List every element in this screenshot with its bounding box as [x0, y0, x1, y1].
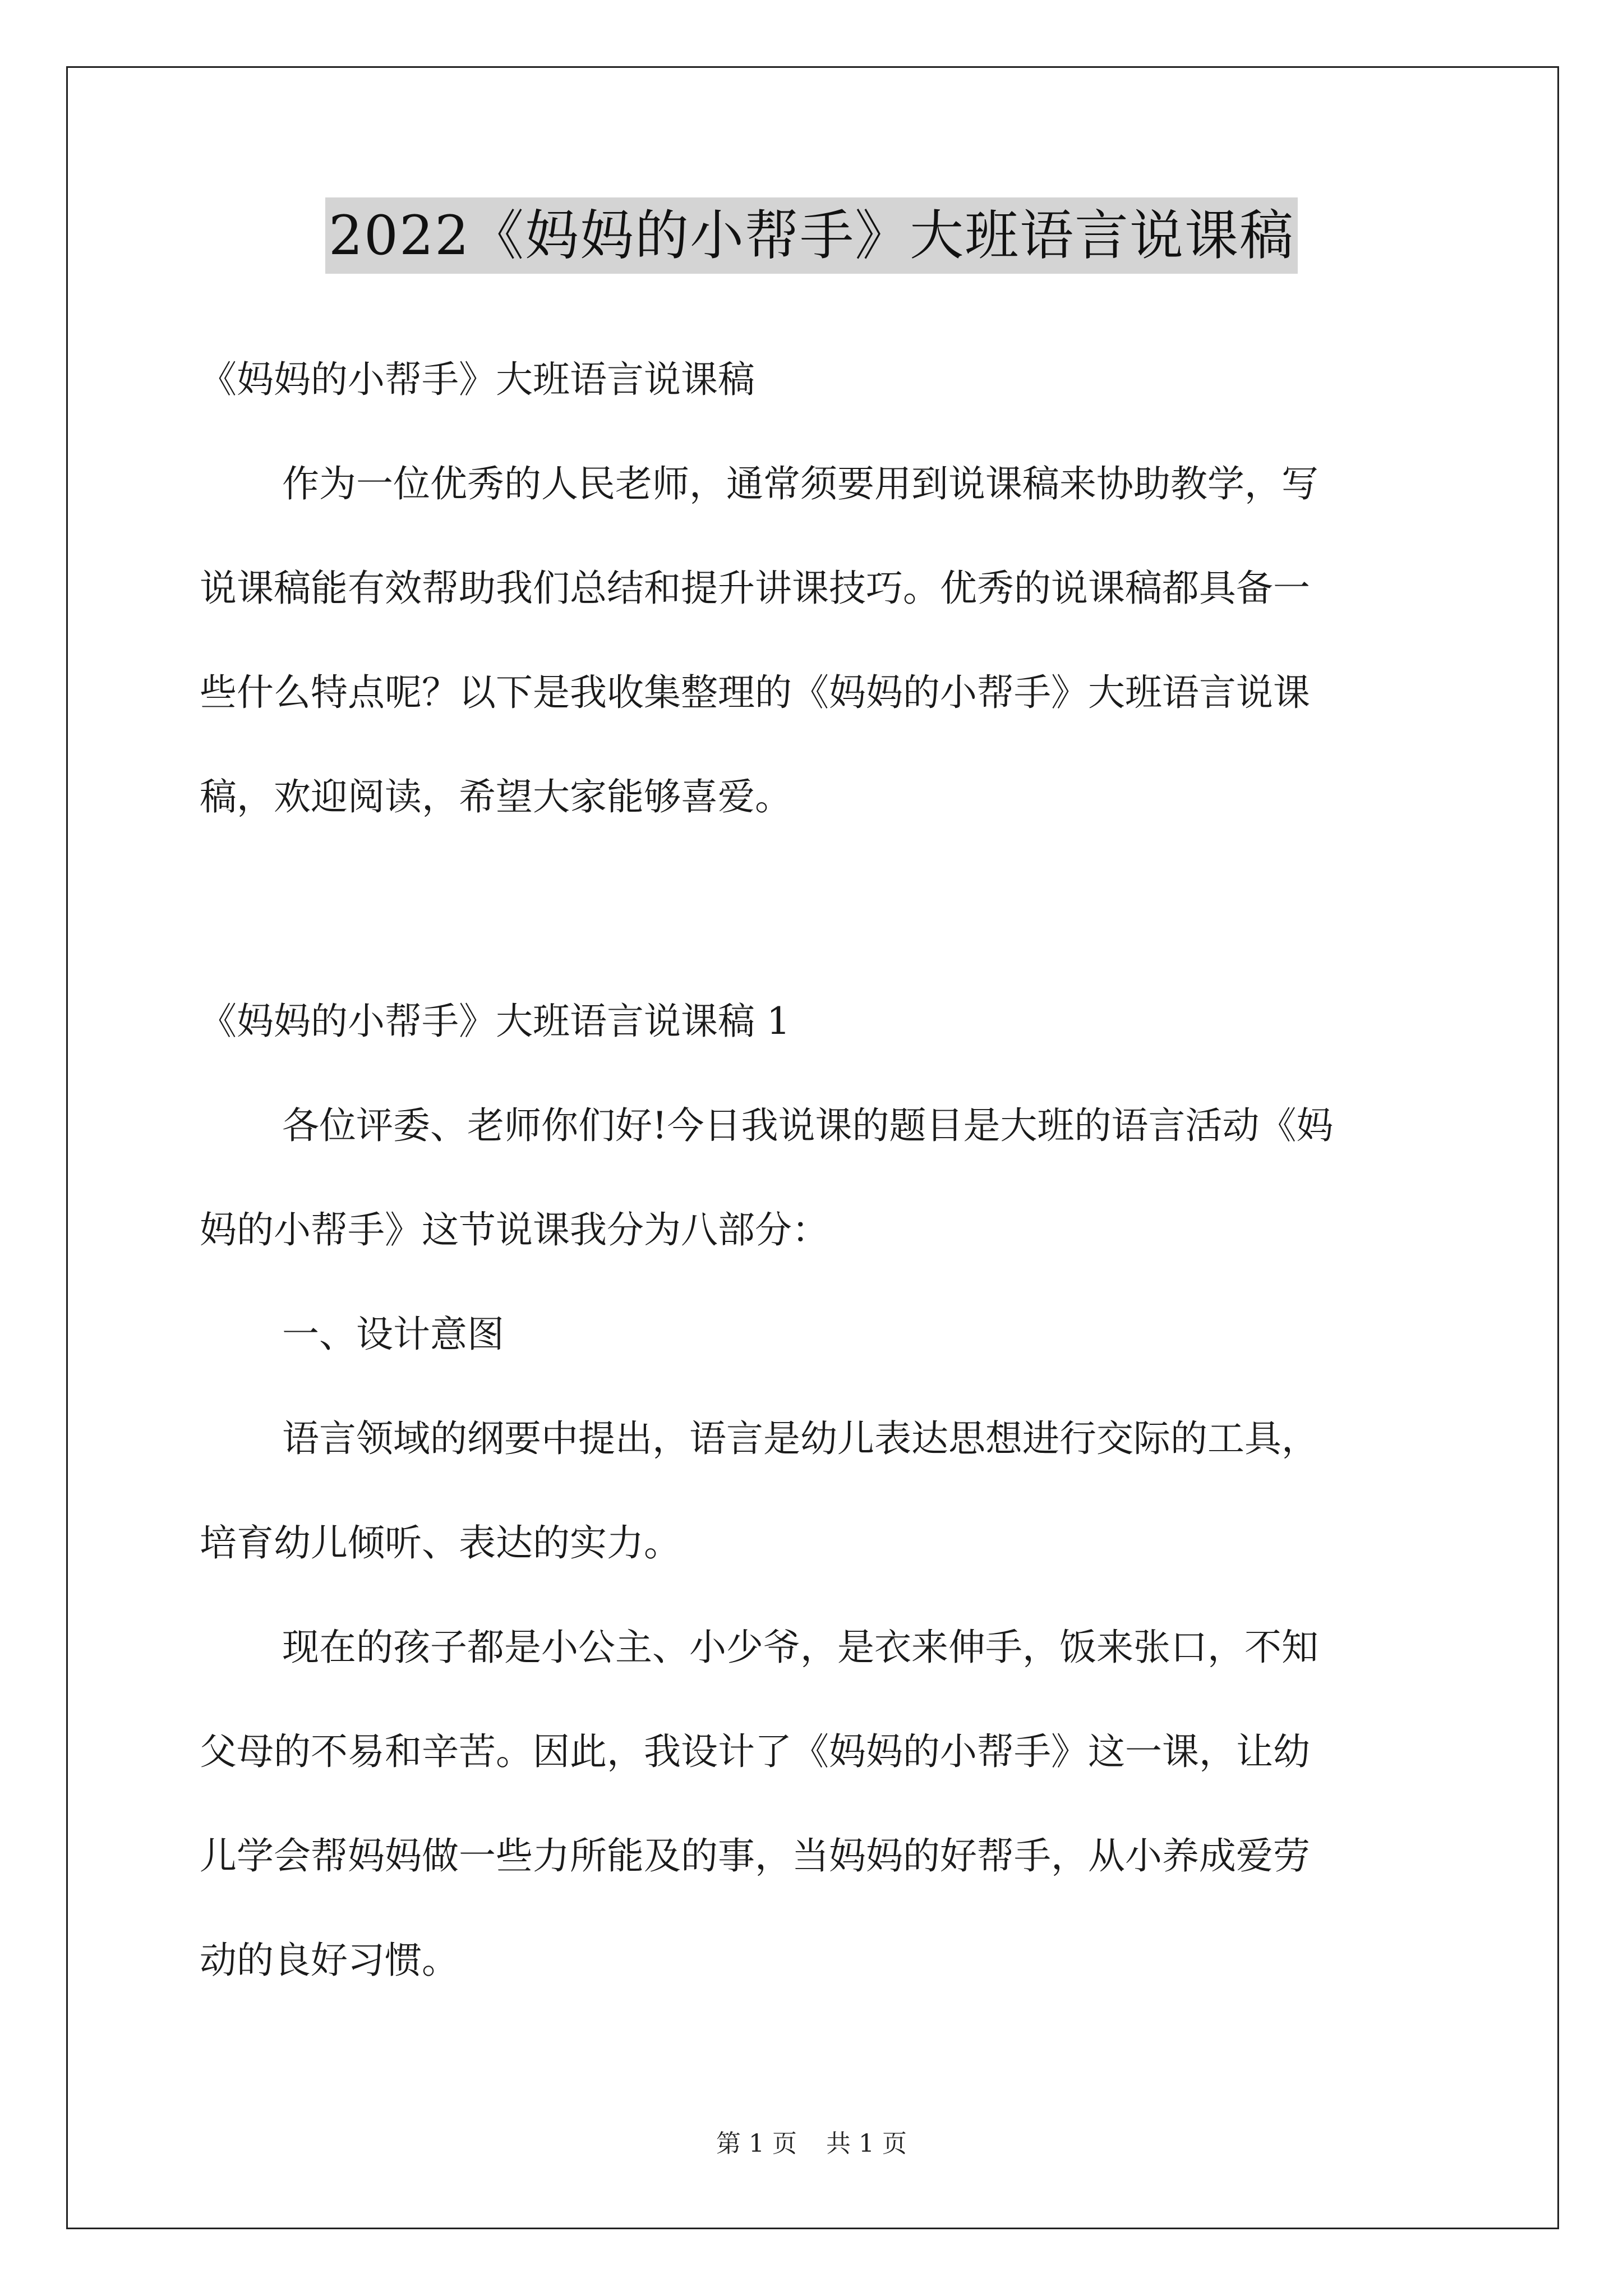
paragraph-line: 各位评委、老师你们好!今日我说课的题目是大班的语言活动《妈 [282, 1104, 1334, 1147]
paragraph-line: 现在的孩子都是小公主、小少爷，是衣来伸手，饭来张口，不知 [282, 1626, 1318, 1669]
document-title: 2022《妈妈的小帮手》大班语言说课稿 [325, 197, 1298, 274]
paragraph-line: 些什么特点呢？以下是我收集整理的《妈妈的小帮手》大班语言说课 [200, 671, 1310, 714]
paragraph-line: 语言领域的纲要中提出，语言是幼儿表达思想进行交际的工具， [282, 1417, 1318, 1460]
paragraph-line: 稿，欢迎阅读，希望大家能够喜爱。 [200, 775, 792, 818]
paragraph-line: 儿学会帮妈妈做一些力所能及的事，当妈妈的好帮手，从小养成爱劳 [200, 1834, 1310, 1878]
paragraph-line: 妈的小帮手》这节说课我分为八部分： [200, 1208, 829, 1251]
page-number: 第 1 页 [716, 2129, 797, 2158]
subsection-heading: 一、设计意图 [282, 1313, 504, 1356]
paragraph-line: 作为一位优秀的人民老师，通常须要用到说课稿来协助教学，写 [282, 462, 1318, 505]
page-footer [0, 2127, 1623, 2161]
page-total: 共 1 页 [826, 2129, 907, 2158]
paragraph-line: 父母的不易和辛苦。因此，我设计了《妈妈的小帮手》这一课，让幼 [200, 1730, 1310, 1773]
title-block [0, 197, 1623, 274]
paragraph-line: 动的良好习惯。 [200, 1939, 459, 1982]
section-heading: 《妈妈的小帮手》大班语言说课稿 1 [200, 1000, 790, 1043]
section-heading: 《妈妈的小帮手》大班语言说课稿 [200, 358, 755, 401]
paragraph-line: 说课稿能有效帮助我们总结和提升讲课技巧。优秀的说课稿都具备一 [200, 567, 1310, 610]
paragraph-line: 培育幼儿倾听、表达的实力。 [200, 1521, 681, 1565]
